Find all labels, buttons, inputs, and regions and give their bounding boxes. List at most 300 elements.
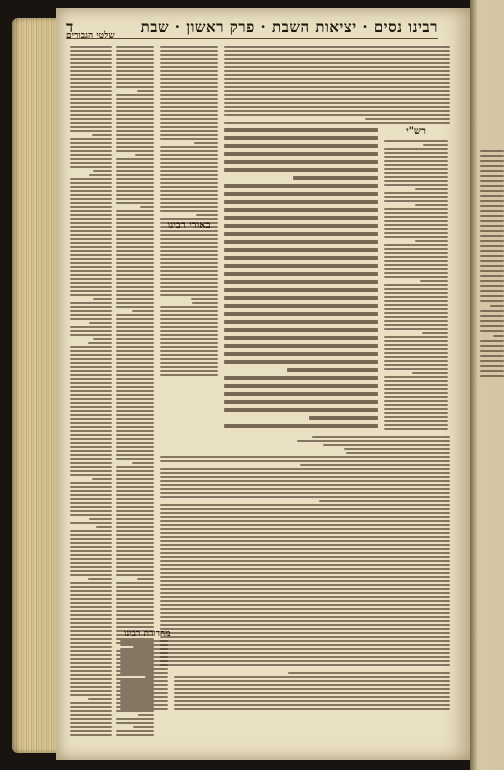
text-line bbox=[116, 174, 154, 176]
text-line bbox=[224, 320, 378, 324]
text-line bbox=[384, 428, 448, 430]
text-line bbox=[137, 90, 154, 92]
text-line bbox=[300, 464, 450, 466]
text-line bbox=[116, 574, 154, 576]
text-line bbox=[116, 598, 154, 600]
text-line bbox=[224, 54, 450, 56]
text-line bbox=[70, 254, 112, 256]
text-line bbox=[116, 46, 154, 48]
text-line bbox=[160, 512, 450, 514]
text-line bbox=[384, 308, 448, 310]
text-line bbox=[160, 560, 450, 562]
text-line bbox=[116, 306, 154, 308]
text-line bbox=[160, 588, 450, 590]
text-line bbox=[70, 294, 112, 296]
text-line bbox=[160, 282, 218, 284]
text-line bbox=[160, 652, 450, 654]
text-line bbox=[70, 110, 112, 112]
text-line bbox=[70, 430, 112, 432]
text-line bbox=[70, 290, 112, 292]
text-line bbox=[70, 226, 112, 228]
text-line bbox=[70, 102, 112, 104]
text-line bbox=[116, 114, 154, 116]
text-line bbox=[116, 486, 154, 488]
text-line bbox=[160, 238, 218, 240]
text-line bbox=[116, 346, 154, 348]
text-line bbox=[160, 576, 450, 578]
text-line bbox=[70, 454, 112, 456]
text-line bbox=[70, 350, 112, 352]
text-line bbox=[116, 330, 154, 332]
text-line bbox=[116, 334, 154, 336]
text-line bbox=[160, 572, 450, 574]
text-line bbox=[70, 418, 112, 420]
text-line bbox=[160, 170, 218, 172]
text-line bbox=[70, 682, 112, 684]
text-line bbox=[160, 110, 218, 112]
text-line bbox=[384, 424, 448, 426]
text-line bbox=[160, 166, 218, 168]
text-line bbox=[384, 232, 448, 234]
text-line bbox=[224, 184, 378, 188]
text-line bbox=[160, 234, 218, 236]
text-line bbox=[70, 474, 112, 476]
text-line bbox=[70, 598, 112, 600]
text-line bbox=[70, 694, 112, 696]
text-line bbox=[70, 406, 112, 408]
text-line bbox=[70, 422, 112, 424]
text-line bbox=[116, 214, 154, 216]
text-line bbox=[116, 438, 154, 440]
text-line bbox=[384, 352, 448, 354]
text-line bbox=[70, 306, 112, 308]
text-line bbox=[323, 444, 450, 446]
text-line bbox=[160, 664, 450, 666]
text-line bbox=[116, 210, 154, 212]
text-line bbox=[70, 390, 112, 392]
text-line bbox=[132, 310, 154, 312]
text-line bbox=[160, 338, 218, 340]
text-line bbox=[160, 346, 218, 348]
text-line bbox=[93, 298, 112, 300]
text-line bbox=[120, 680, 168, 682]
text-line bbox=[70, 506, 112, 508]
text-line bbox=[384, 252, 448, 254]
text-line bbox=[70, 194, 112, 196]
text-line bbox=[224, 232, 378, 236]
text-line bbox=[116, 194, 154, 196]
text-line bbox=[116, 122, 154, 124]
text-line bbox=[384, 376, 448, 378]
text-line bbox=[70, 366, 112, 368]
text-line bbox=[160, 270, 218, 272]
text-line bbox=[116, 50, 154, 52]
text-line bbox=[116, 382, 154, 384]
text-line bbox=[160, 246, 218, 248]
text-line bbox=[384, 396, 448, 398]
text-line bbox=[160, 580, 450, 582]
text-line bbox=[160, 660, 450, 662]
text-line bbox=[133, 726, 154, 728]
text-line bbox=[120, 652, 168, 654]
text-line bbox=[384, 284, 448, 286]
text-line bbox=[174, 688, 450, 690]
text-line bbox=[116, 274, 154, 276]
text-line bbox=[70, 622, 112, 624]
text-line bbox=[160, 472, 450, 474]
text-line bbox=[70, 218, 112, 220]
text-line bbox=[70, 186, 112, 188]
text-line bbox=[116, 530, 154, 532]
text-line bbox=[116, 474, 154, 476]
text-line bbox=[120, 688, 168, 690]
text-line bbox=[137, 578, 154, 580]
text-line bbox=[70, 166, 112, 168]
text-line bbox=[70, 326, 112, 328]
text-line bbox=[160, 628, 450, 630]
text-line bbox=[116, 510, 154, 512]
text-line bbox=[160, 258, 218, 260]
text-line bbox=[116, 326, 154, 328]
text-line bbox=[116, 110, 154, 112]
text-line bbox=[70, 510, 112, 512]
text-line bbox=[384, 400, 448, 402]
text-line bbox=[116, 366, 154, 368]
text-line bbox=[160, 354, 218, 356]
text-line bbox=[92, 478, 112, 480]
text-line bbox=[384, 200, 448, 202]
bottom-tag: מהדורת רבינו bbox=[124, 629, 171, 639]
text-line bbox=[224, 86, 450, 88]
text-line bbox=[70, 362, 112, 364]
text-line bbox=[160, 540, 450, 542]
text-line bbox=[70, 538, 112, 540]
text-line bbox=[224, 424, 378, 428]
text-line bbox=[70, 358, 112, 360]
text-line bbox=[384, 212, 448, 214]
text-line bbox=[120, 648, 168, 650]
text-line bbox=[70, 230, 112, 232]
text-line bbox=[70, 642, 112, 644]
text-line bbox=[116, 254, 154, 256]
text-line bbox=[145, 676, 168, 678]
text-line bbox=[70, 490, 112, 492]
text-line bbox=[160, 640, 450, 642]
text-line bbox=[384, 316, 448, 318]
text-line bbox=[70, 574, 112, 576]
text-line bbox=[116, 198, 154, 200]
text-line bbox=[70, 634, 112, 636]
text-line bbox=[70, 242, 112, 244]
text-line bbox=[224, 160, 378, 164]
bottom-notes-left bbox=[120, 640, 168, 712]
text-line bbox=[160, 254, 218, 256]
text-line bbox=[160, 480, 450, 482]
text-line bbox=[70, 246, 112, 248]
text-line bbox=[116, 302, 154, 304]
text-line bbox=[70, 550, 112, 552]
text-line bbox=[70, 250, 112, 252]
text-line bbox=[191, 298, 218, 300]
text-line bbox=[194, 142, 218, 144]
text-line bbox=[70, 114, 112, 116]
text-line bbox=[70, 162, 112, 164]
text-line bbox=[120, 672, 168, 674]
text-line bbox=[93, 170, 112, 172]
text-line bbox=[70, 426, 112, 428]
text-line bbox=[70, 494, 112, 496]
text-line bbox=[309, 416, 378, 420]
text-line bbox=[224, 248, 378, 252]
text-line bbox=[88, 578, 112, 580]
text-line bbox=[160, 476, 450, 478]
text-line bbox=[116, 550, 154, 552]
text-line bbox=[116, 322, 154, 324]
text-line bbox=[120, 700, 168, 702]
text-line bbox=[70, 690, 112, 692]
text-line bbox=[160, 496, 450, 498]
text-line bbox=[70, 654, 112, 656]
text-line bbox=[174, 704, 450, 706]
text-line bbox=[70, 590, 112, 592]
text-line bbox=[70, 502, 112, 504]
text-line bbox=[116, 434, 154, 436]
text-line bbox=[116, 466, 154, 468]
text-line bbox=[160, 326, 218, 328]
text-line bbox=[116, 178, 154, 180]
text-line bbox=[70, 458, 112, 460]
text-line bbox=[384, 196, 448, 198]
text-line bbox=[224, 110, 450, 112]
text-line bbox=[70, 58, 112, 60]
text-line bbox=[160, 636, 450, 638]
text-line bbox=[160, 460, 450, 462]
text-line bbox=[224, 224, 378, 228]
text-line bbox=[70, 714, 112, 716]
text-line bbox=[116, 522, 154, 524]
text-line bbox=[70, 482, 112, 484]
text-line bbox=[70, 86, 112, 88]
text-line bbox=[288, 672, 450, 674]
text-line bbox=[70, 50, 112, 52]
text-line bbox=[116, 98, 154, 100]
text-line bbox=[70, 122, 112, 124]
text-line bbox=[116, 394, 154, 396]
text-line bbox=[116, 546, 154, 548]
text-line bbox=[224, 102, 450, 104]
text-line bbox=[160, 612, 450, 614]
text-line bbox=[116, 318, 154, 320]
text-line bbox=[116, 138, 154, 140]
text-line bbox=[70, 410, 112, 412]
text-line bbox=[346, 452, 450, 454]
text-line bbox=[160, 592, 450, 594]
text-line bbox=[116, 354, 154, 356]
text-line bbox=[384, 320, 448, 322]
text-line bbox=[70, 234, 112, 236]
text-line bbox=[384, 192, 448, 194]
text-line bbox=[116, 134, 154, 136]
text-line bbox=[70, 670, 112, 672]
text-line bbox=[224, 82, 450, 84]
text-line bbox=[70, 614, 112, 616]
text-line bbox=[160, 600, 450, 602]
text-line bbox=[384, 248, 448, 250]
text-line bbox=[420, 280, 448, 282]
text-line bbox=[70, 46, 112, 48]
text-line bbox=[160, 46, 218, 48]
text-line bbox=[70, 222, 112, 224]
page-number: ד bbox=[66, 17, 74, 36]
text-line bbox=[160, 318, 218, 320]
text-line bbox=[88, 698, 112, 700]
text-line bbox=[116, 94, 154, 96]
text-line bbox=[160, 468, 450, 470]
text-line bbox=[384, 380, 448, 382]
text-line bbox=[160, 644, 450, 646]
text-line bbox=[70, 702, 112, 704]
text-line bbox=[70, 558, 112, 560]
text-line bbox=[174, 708, 450, 710]
text-line bbox=[70, 334, 112, 336]
text-line bbox=[70, 378, 112, 380]
text-line bbox=[160, 194, 218, 196]
text-line bbox=[70, 466, 112, 468]
text-line bbox=[224, 256, 378, 260]
text-line bbox=[116, 350, 154, 352]
text-line bbox=[135, 154, 154, 156]
text-line bbox=[160, 366, 218, 368]
text-line bbox=[70, 274, 112, 276]
text-line bbox=[70, 554, 112, 556]
text-line bbox=[116, 502, 154, 504]
text-line bbox=[116, 86, 154, 88]
text-line bbox=[116, 130, 154, 132]
text-line bbox=[160, 114, 218, 116]
text-line bbox=[384, 420, 448, 422]
text-line bbox=[70, 66, 112, 68]
text-line bbox=[224, 208, 378, 212]
text-line bbox=[174, 700, 450, 702]
text-line bbox=[120, 664, 168, 666]
text-line bbox=[160, 584, 450, 586]
text-line bbox=[384, 288, 448, 290]
text-line bbox=[70, 354, 112, 356]
top-commentary-strip bbox=[224, 46, 450, 124]
text-line bbox=[120, 640, 168, 642]
text-line bbox=[116, 142, 154, 144]
text-line bbox=[160, 74, 218, 76]
text-line bbox=[384, 156, 448, 158]
text-line bbox=[412, 372, 448, 374]
text-line bbox=[116, 166, 154, 168]
text-line bbox=[224, 360, 378, 364]
text-line bbox=[160, 90, 218, 92]
text-line bbox=[70, 154, 112, 156]
text-line bbox=[70, 258, 112, 260]
text-line bbox=[160, 102, 218, 104]
text-line bbox=[384, 392, 448, 394]
lower-commentary-block bbox=[160, 436, 450, 666]
text-line bbox=[160, 310, 218, 312]
text-line bbox=[70, 386, 112, 388]
text-line bbox=[116, 478, 154, 480]
text-line bbox=[160, 182, 218, 184]
text-line bbox=[160, 358, 218, 360]
text-line bbox=[224, 408, 378, 412]
text-line bbox=[174, 692, 450, 694]
text-line bbox=[160, 178, 218, 180]
text-line bbox=[422, 332, 448, 334]
text-line bbox=[70, 710, 112, 712]
text-line bbox=[160, 106, 218, 108]
text-line bbox=[160, 122, 218, 124]
text-line bbox=[160, 118, 218, 120]
text-line bbox=[116, 126, 154, 128]
text-line bbox=[224, 168, 378, 172]
text-line bbox=[70, 126, 112, 128]
page-header bbox=[66, 16, 438, 39]
text-line bbox=[116, 54, 154, 56]
text-line bbox=[224, 240, 378, 244]
text-line bbox=[116, 562, 154, 564]
text-line bbox=[224, 288, 378, 292]
commentary-column bbox=[160, 46, 218, 376]
text-line bbox=[120, 696, 168, 698]
text-line bbox=[384, 344, 448, 346]
bottom-notes bbox=[174, 672, 450, 712]
text-line bbox=[116, 442, 154, 444]
text-line bbox=[224, 296, 378, 300]
text-line bbox=[384, 404, 448, 406]
text-line bbox=[297, 440, 450, 442]
text-line bbox=[160, 134, 218, 136]
text-line bbox=[120, 704, 168, 706]
text-line bbox=[116, 118, 154, 120]
text-line bbox=[116, 518, 154, 520]
text-line bbox=[160, 78, 218, 80]
text-line bbox=[224, 152, 378, 156]
text-line bbox=[70, 674, 112, 676]
text-line bbox=[116, 70, 154, 72]
text-line bbox=[70, 402, 112, 404]
text-line bbox=[120, 684, 168, 686]
text-line bbox=[70, 90, 112, 92]
page-edges bbox=[12, 18, 56, 753]
text-line bbox=[160, 138, 218, 140]
text-line bbox=[116, 614, 154, 616]
text-line bbox=[70, 686, 112, 688]
text-line bbox=[415, 188, 448, 190]
text-line bbox=[70, 630, 112, 632]
text-line bbox=[116, 358, 154, 360]
text-line bbox=[384, 408, 448, 410]
text-line bbox=[384, 172, 448, 174]
text-line bbox=[415, 240, 448, 242]
text-line bbox=[116, 246, 154, 248]
text-line bbox=[160, 186, 218, 188]
text-line bbox=[70, 214, 112, 216]
text-line bbox=[384, 300, 448, 302]
corner-note: שלטי הגבורים bbox=[66, 31, 115, 41]
text-line bbox=[384, 208, 448, 210]
text-line bbox=[160, 198, 218, 200]
text-line bbox=[160, 50, 218, 52]
text-line bbox=[160, 158, 218, 160]
text-line bbox=[116, 538, 154, 540]
text-line bbox=[116, 82, 154, 84]
text-line bbox=[224, 192, 378, 196]
